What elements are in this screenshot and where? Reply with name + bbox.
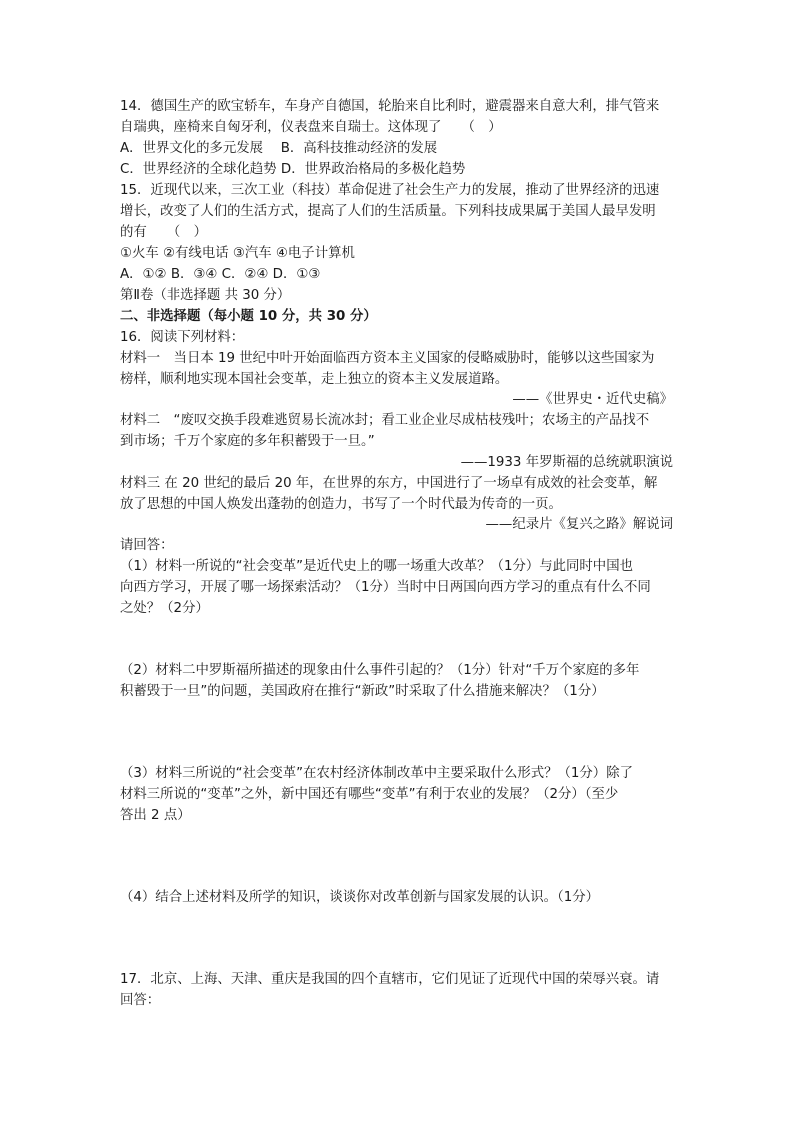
- q16-sub1-line3: 之处？（2分）: [120, 601, 209, 616]
- q16-sub2-line1: （2）材料二中罗斯福所描述的现象由什么事件引起的？（1分）针对“千万个家庭的多年: [120, 663, 640, 678]
- q14-stem-line1: 14．德国生产的欧宝轿车，车身产自德国，轮胎来自比利时，避震器来自意大利，排气管来: [120, 99, 660, 114]
- q16-material3-line2: 放了思想的中国人焕发出蓬勃的创造力，书写了一个时代最为传奇的一页。: [120, 497, 562, 512]
- q17-stem-line1: 17．北京、上海、天津、重庆是我国的四个直辖市，它们见证了近现代中国的荣辱兴衰。请: [120, 972, 660, 987]
- q14-options-ab: A．世界文化的多元发展 B．高科技推动经济的发展: [120, 141, 438, 156]
- q16-intro: 16．阅读下列材料：: [120, 330, 245, 345]
- q16-sub3-line1: （3）材料三所说的“社会变革”在农村经济体制改革中主要采取什么形式？（1分）除了: [120, 766, 633, 781]
- q16-material1-source: ——《世界史・近代史稿》: [512, 392, 673, 407]
- q16-material1-line2: 榜样，顺利地实现本国社会变革，走上独立的资本主义发展道路。: [120, 372, 509, 387]
- q16-material3-line1: 材料三 在 20 世纪的最后 20 年，在世界的东方，中国进行了一场卓有成效的社会变革，解: [120, 476, 658, 491]
- q16-material2-line2: 到市场；千万个家庭的多年积蓄毁于一旦。”: [120, 434, 375, 449]
- q15-stem-line1: 15．近现代以来，三次工业（科技）革命促进了社会生产力的发展，推动了世界经济的迅速: [120, 183, 660, 198]
- q14-stem-line2: 自瑞典，座椅来自匈牙利，仪表盘来自瑞士。这体现了 （ ）: [120, 120, 502, 135]
- part2-heading: 二、非选择题（每小题 10 分，共 30 分）: [120, 309, 377, 324]
- q14-options-cd: C．世界经济的全球化趋势 D．世界政治格局的多极化趋势: [120, 162, 466, 177]
- q16-sub2-line2: 积蓄毁于一旦”的问题，美国政府在推行“新政”时采取了什么措施来解决？（1分）: [120, 684, 605, 699]
- q16-sub1-line2: 向西方学习，开展了哪一场探索活动？（1分）当时中日两国向西方学习的重点有什么不同: [120, 580, 651, 595]
- q17-stem-line2: 回答：: [120, 993, 161, 1008]
- q16-material2-line1: 材料二 “废叹交换手段难逃贸易长流冰封；看工业企业尽成枯枝残叶；农场主的产品找不: [120, 413, 650, 428]
- q16-sub3-line3: 答出 2 点）: [120, 808, 191, 823]
- q16-material2-source: ——1933 年罗斯福的总统就职演说: [460, 455, 673, 470]
- part2-title: 第Ⅱ卷（非选择题 共 30 分）: [120, 288, 291, 303]
- q15-stem-line3: 的有 （ ）: [120, 225, 208, 240]
- q16-material3-source: ——纪录片《复兴之路》解说词: [485, 517, 673, 532]
- q16-sub1-line1: （1）材料一所说的“社会变革”是近代史上的哪一场重大改革？（1分）与此同时中国也: [120, 559, 633, 574]
- q16-material1-line1: 材料一 当日本 19 世纪中叶开始面临西方资本主义国家的侵略威胁时，能够以这些国家为: [120, 351, 655, 366]
- q16-sub4-line1: （4）结合上述材料及所学的知识，谈谈你对改革创新与国家发展的认识。（1分）: [120, 890, 600, 905]
- q15-stem-line2: 增长，改变了人们的生活方式，提高了人们的生活质量。下列科技成果属于美国人最早发明: [120, 204, 656, 219]
- q15-options: A．①② B．③④ C．②④ D．①③: [120, 267, 321, 282]
- q16-prompt: 请回答：: [120, 538, 174, 553]
- q15-items: ①火车 ②有线电话 ③汽车 ④电子计算机: [120, 246, 355, 261]
- q16-sub3-line2: 材料三所说的“变革”之外，新中国还有哪些“变革”有利于农业的发展？（2分）（至少: [120, 787, 619, 802]
